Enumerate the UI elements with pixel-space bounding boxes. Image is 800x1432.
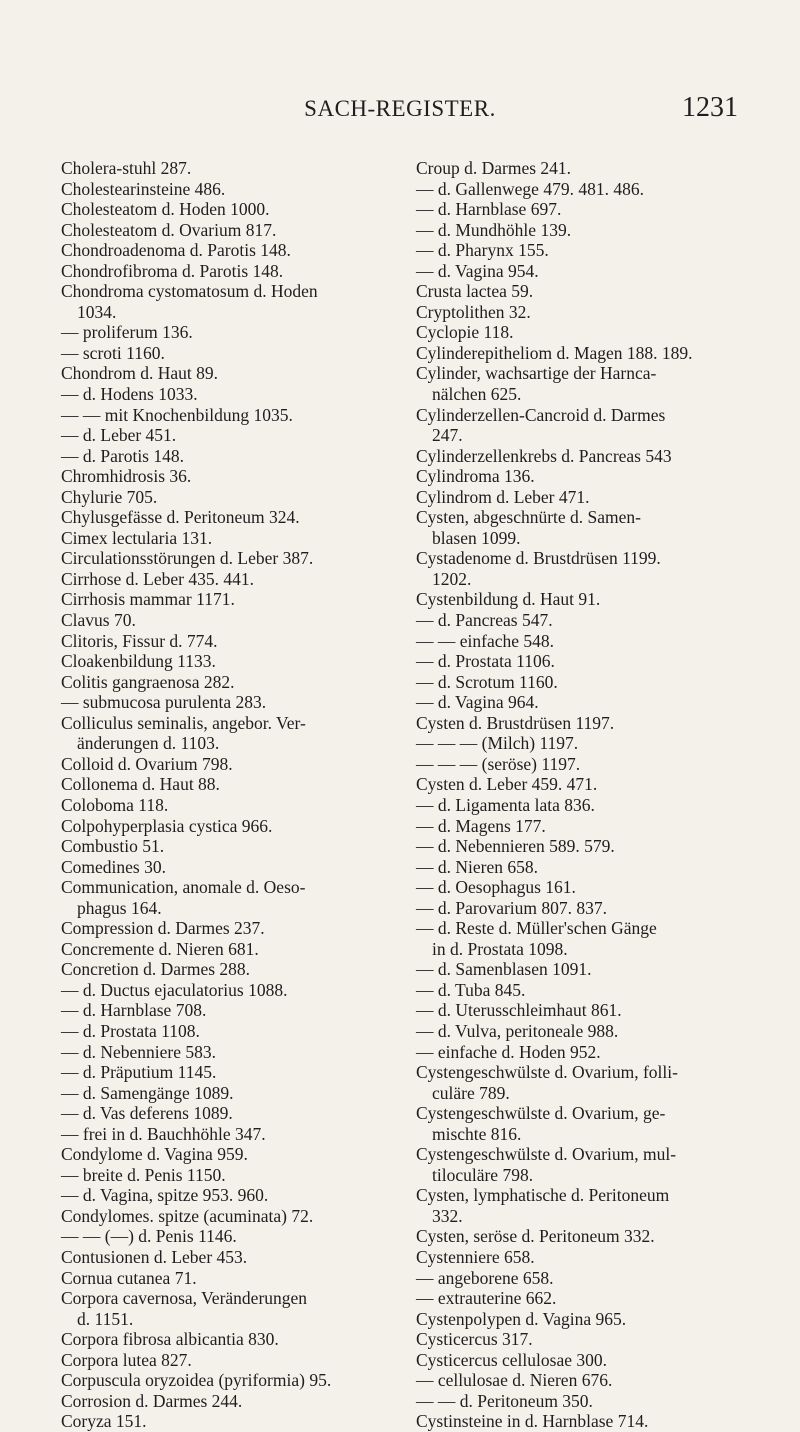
index-entry: mischte 816. — [432, 1123, 522, 1144]
index-entry: Colitis gangraenosa 282. — [61, 671, 235, 692]
index-entry: Cloakenbildung 1133. — [61, 651, 216, 672]
index-entry: Chromhidrosis 36. — [61, 466, 192, 487]
index-entry: — d. Harnblase 697. — [416, 199, 562, 220]
index-entry: Concremente d. Nieren 681. — [61, 938, 259, 959]
index-entry: — d. Oesophagus 161. — [416, 877, 576, 898]
index-entry: — — (—) d. Penis 1146. — [61, 1226, 237, 1247]
index-entry: Cystenpolypen d. Vagina 965. — [416, 1308, 627, 1329]
index-entry: — einfache d. Hoden 952. — [416, 1041, 601, 1062]
index-entry: — d. Vagina 964. — [416, 692, 539, 713]
index-entry: — — — (seröse) 1197. — [416, 753, 581, 774]
index-entry: Corpora cavernosa, Veränderungen — [61, 1288, 308, 1309]
index-entry: Cysten d. Leber 459. 471. — [416, 774, 598, 795]
index-entry: — d. Nieren 658. — [416, 856, 538, 877]
index-entry: Cirrhosis mammar 1171. — [61, 589, 235, 610]
index-entry: Chondrofibroma d. Parotis 148. — [61, 260, 284, 281]
index-entry: d. 1151. — [77, 1308, 134, 1329]
index-entry: Chylusgefässe d. Peritoneum 324. — [61, 507, 300, 528]
index-entry: nälchen 625. — [432, 384, 522, 405]
index-entry: blasen 1099. — [432, 527, 521, 548]
index-entry: Cystengeschwülste d. Ovarium, folli- — [416, 1062, 678, 1083]
index-entry: Cystinsteine in d. Harnblase 714. — [416, 1411, 649, 1432]
index-entry: Chylurie 705. — [61, 486, 158, 507]
index-entry: Colliculus seminalis, angebor. Ver- — [61, 712, 306, 733]
index-entry: Cryptolithen 32. — [416, 301, 531, 322]
index-entry: Clitoris, Fissur d. 774. — [61, 630, 218, 651]
index-entry: Chondroadenoma d. Parotis 148. — [61, 240, 291, 261]
index-entry: Cysticercus 317. — [416, 1329, 533, 1350]
index-entry: Colpohyperplasia cystica 966. — [61, 815, 273, 836]
index-entry: Coryza 151. — [61, 1411, 147, 1432]
index-entry: — d. Mundhöhle 139. — [416, 219, 572, 240]
index-entry: Collonema d. Haut 88. — [61, 774, 220, 795]
index-entry: Cysticercus cellulosae 300. — [416, 1349, 607, 1370]
index-entry: Cystengeschwülste d. Ovarium, ge- — [416, 1103, 666, 1124]
index-entry: tiloculäre 798. — [432, 1164, 534, 1185]
index-entry: — d. Ductus ejaculatorius 1088. — [61, 979, 288, 1000]
index-entry: änderungen d. 1103. — [77, 733, 220, 754]
index-entry: — d. Vagina 954. — [416, 260, 539, 281]
index-entry: — d. Nebenniere 583. — [61, 1041, 217, 1062]
index-entry: — d. Pancreas 547. — [416, 610, 553, 631]
index-entry: Croup d. Darmes 241. — [416, 158, 572, 178]
index-entry: Cystengeschwülste d. Ovarium, mul- — [416, 1144, 677, 1165]
index-entry: Corpora lutea 827. — [61, 1349, 192, 1370]
index-entry: Cylinderepitheliom d. Magen 188. 189. — [416, 342, 693, 363]
index-entry: Contusionen d. Leber 453. — [61, 1246, 248, 1267]
index-entry: — cellulosae d. Nieren 676. — [416, 1370, 613, 1391]
index-entry: — d. Nebennieren 589. 579. — [416, 836, 615, 857]
index-entry: — d. Pharynx 155. — [416, 240, 549, 261]
index-entry: — angeborene 658. — [416, 1267, 554, 1288]
index-entry: — d. Leber 451. — [61, 425, 177, 446]
index-entry: — breite d. Penis 1150. — [61, 1164, 226, 1185]
index-entry: Cysten, seröse d. Peritoneum 332. — [416, 1226, 655, 1247]
index-entry: Cholestearinsteine 486. — [61, 178, 226, 199]
index-entry: — submucosa purulenta 283. — [61, 692, 267, 713]
index-entry: — d. Magens 177. — [416, 815, 546, 836]
index-entry: — d. Präputium 1145. — [61, 1062, 217, 1083]
running-head: SACH-REGISTER. — [304, 96, 496, 121]
index-entry: Compression d. Darmes 237. — [61, 918, 265, 939]
index-entry: Crusta lactea 59. — [416, 281, 534, 302]
index-entry: — d. Samenblasen 1091. — [416, 959, 592, 980]
index-entry: Cholesteatom d. Ovarium 817. — [61, 219, 277, 240]
index-entry: Chondrom d. Haut 89. — [61, 363, 219, 384]
index-entry: Clavus 70. — [61, 610, 136, 631]
index-entry: Cysten, abgeschnürte d. Samen- — [416, 507, 642, 528]
index-entry: — d. Uterusschleimhaut 861. — [416, 1000, 622, 1021]
index-entry: 1202. — [432, 568, 472, 589]
index-entry: — d. Parotis 148. — [61, 445, 184, 466]
index-entry: — d. Vas deferens 1089. — [61, 1103, 233, 1124]
index-entry: — d. Prostata 1108. — [61, 1020, 200, 1041]
index-entry: Cysten, lymphatische d. Peritoneum — [416, 1185, 670, 1206]
index-entry: 1034. — [77, 301, 117, 322]
index-entry: in d. Prostata 1098. — [432, 938, 568, 959]
index-entry: — d. Tuba 845. — [416, 979, 526, 1000]
index-entry: — d. Ligamenta lata 836. — [416, 794, 595, 815]
index-entry: — d. Samengänge 1089. — [61, 1082, 234, 1103]
index-entry: — d. Gallenwege 479. 481. 486. — [416, 178, 644, 199]
index-entry: — — einfache 548. — [416, 630, 555, 651]
index-entry: Corrosion d. Darmes 244. — [61, 1390, 243, 1411]
index-entry: Condylome d. Vagina 959. — [61, 1144, 248, 1165]
index-entry: Comedines 30. — [61, 856, 166, 877]
index-entry: Cholesteatom d. Hoden 1000. — [61, 199, 270, 220]
index-column-right — [416, 158, 746, 1432]
page-header — [0, 0, 800, 140]
index-entry: — d. Vagina, spitze 953. 960. — [61, 1185, 269, 1206]
index-entry: — d. Harnblase 708. — [61, 1000, 207, 1021]
index-entry: Corpora fibrosa albicantia 830. — [61, 1329, 279, 1350]
index-entry: phagus 164. — [77, 897, 162, 918]
index-entry: — scroti 1160. — [61, 342, 165, 363]
index-entry: — d. Reste d. Müller'schen Gänge — [416, 918, 657, 939]
index-entry: — — mit Knochenbildung 1035. — [61, 404, 293, 425]
index-entry: Circulationsstörungen d. Leber 387. — [61, 548, 314, 569]
index-entry: Cholera-stuhl 287. — [61, 158, 192, 178]
index-entry: — d. Prostata 1106. — [416, 651, 555, 672]
index-entry: Chondroma cystomatosum d. Hoden — [61, 281, 318, 302]
index-entry: — proliferum 136. — [61, 322, 193, 343]
index-entry: Cornua cutanea 71. — [61, 1267, 197, 1288]
index-entry: Corpuscula oryzoidea (pyriformia) 95. — [61, 1370, 332, 1391]
index-entry: Cyclopie 118. — [416, 322, 514, 343]
index-entry: Cylinderzellen-Cancroid d. Darmes — [416, 404, 666, 425]
index-entry: Communication, anomale d. Oeso- — [61, 877, 306, 898]
index-entry: Cylindroma 136. — [416, 466, 535, 487]
index-entry: — — — (Milch) 1197. — [416, 733, 579, 754]
index-entry: Concretion d. Darmes 288. — [61, 959, 251, 980]
index-entry: — d. Scrotum 1160. — [416, 671, 558, 692]
index-entry: Cirrhose d. Leber 435. 441. — [61, 568, 254, 589]
index-entry: — d. Hodens 1033. — [61, 384, 198, 405]
index-entry: Cystenniere 658. — [416, 1246, 535, 1267]
index-entry: Condylomes. spitze (acuminata) 72. — [61, 1205, 314, 1226]
index-entry: Coloboma 118. — [61, 794, 169, 815]
index-entry: — d. Vulva, peritoneale 988. — [416, 1020, 619, 1041]
index-entry: Cylindrom d. Leber 471. — [416, 486, 590, 507]
index-entry: — frei in d. Bauchhöhle 347. — [61, 1123, 266, 1144]
index-entry: 247. — [432, 425, 463, 446]
index-entry: Cystenbildung d. Haut 91. — [416, 589, 601, 610]
index-entry: — — d. Peritoneum 350. — [416, 1390, 593, 1411]
index-entry: Colloid d. Ovarium 798. — [61, 753, 233, 774]
index-entry: Cystadenome d. Brustdrüsen 1199. — [416, 548, 661, 569]
index-entry: Cylinderzellenkrebs d. Pancreas 543 — [416, 445, 672, 466]
index-entry: culäre 789. — [432, 1082, 510, 1103]
index-column-left — [61, 158, 383, 1432]
index-entry: Combustio 51. — [61, 836, 165, 857]
index-entry: — extrauterine 662. — [416, 1288, 557, 1309]
index-entry: — d. Parovarium 807. 837. — [416, 897, 608, 918]
index-entry: Cysten d. Brustdrüsen 1197. — [416, 712, 615, 733]
index-entry: 332. — [432, 1205, 463, 1226]
page-number: 1231 — [682, 92, 738, 123]
index-entry: Cimex lectularia 131. — [61, 527, 213, 548]
index-entry: Cylinder, wachsartige der Harnca- — [416, 363, 657, 384]
